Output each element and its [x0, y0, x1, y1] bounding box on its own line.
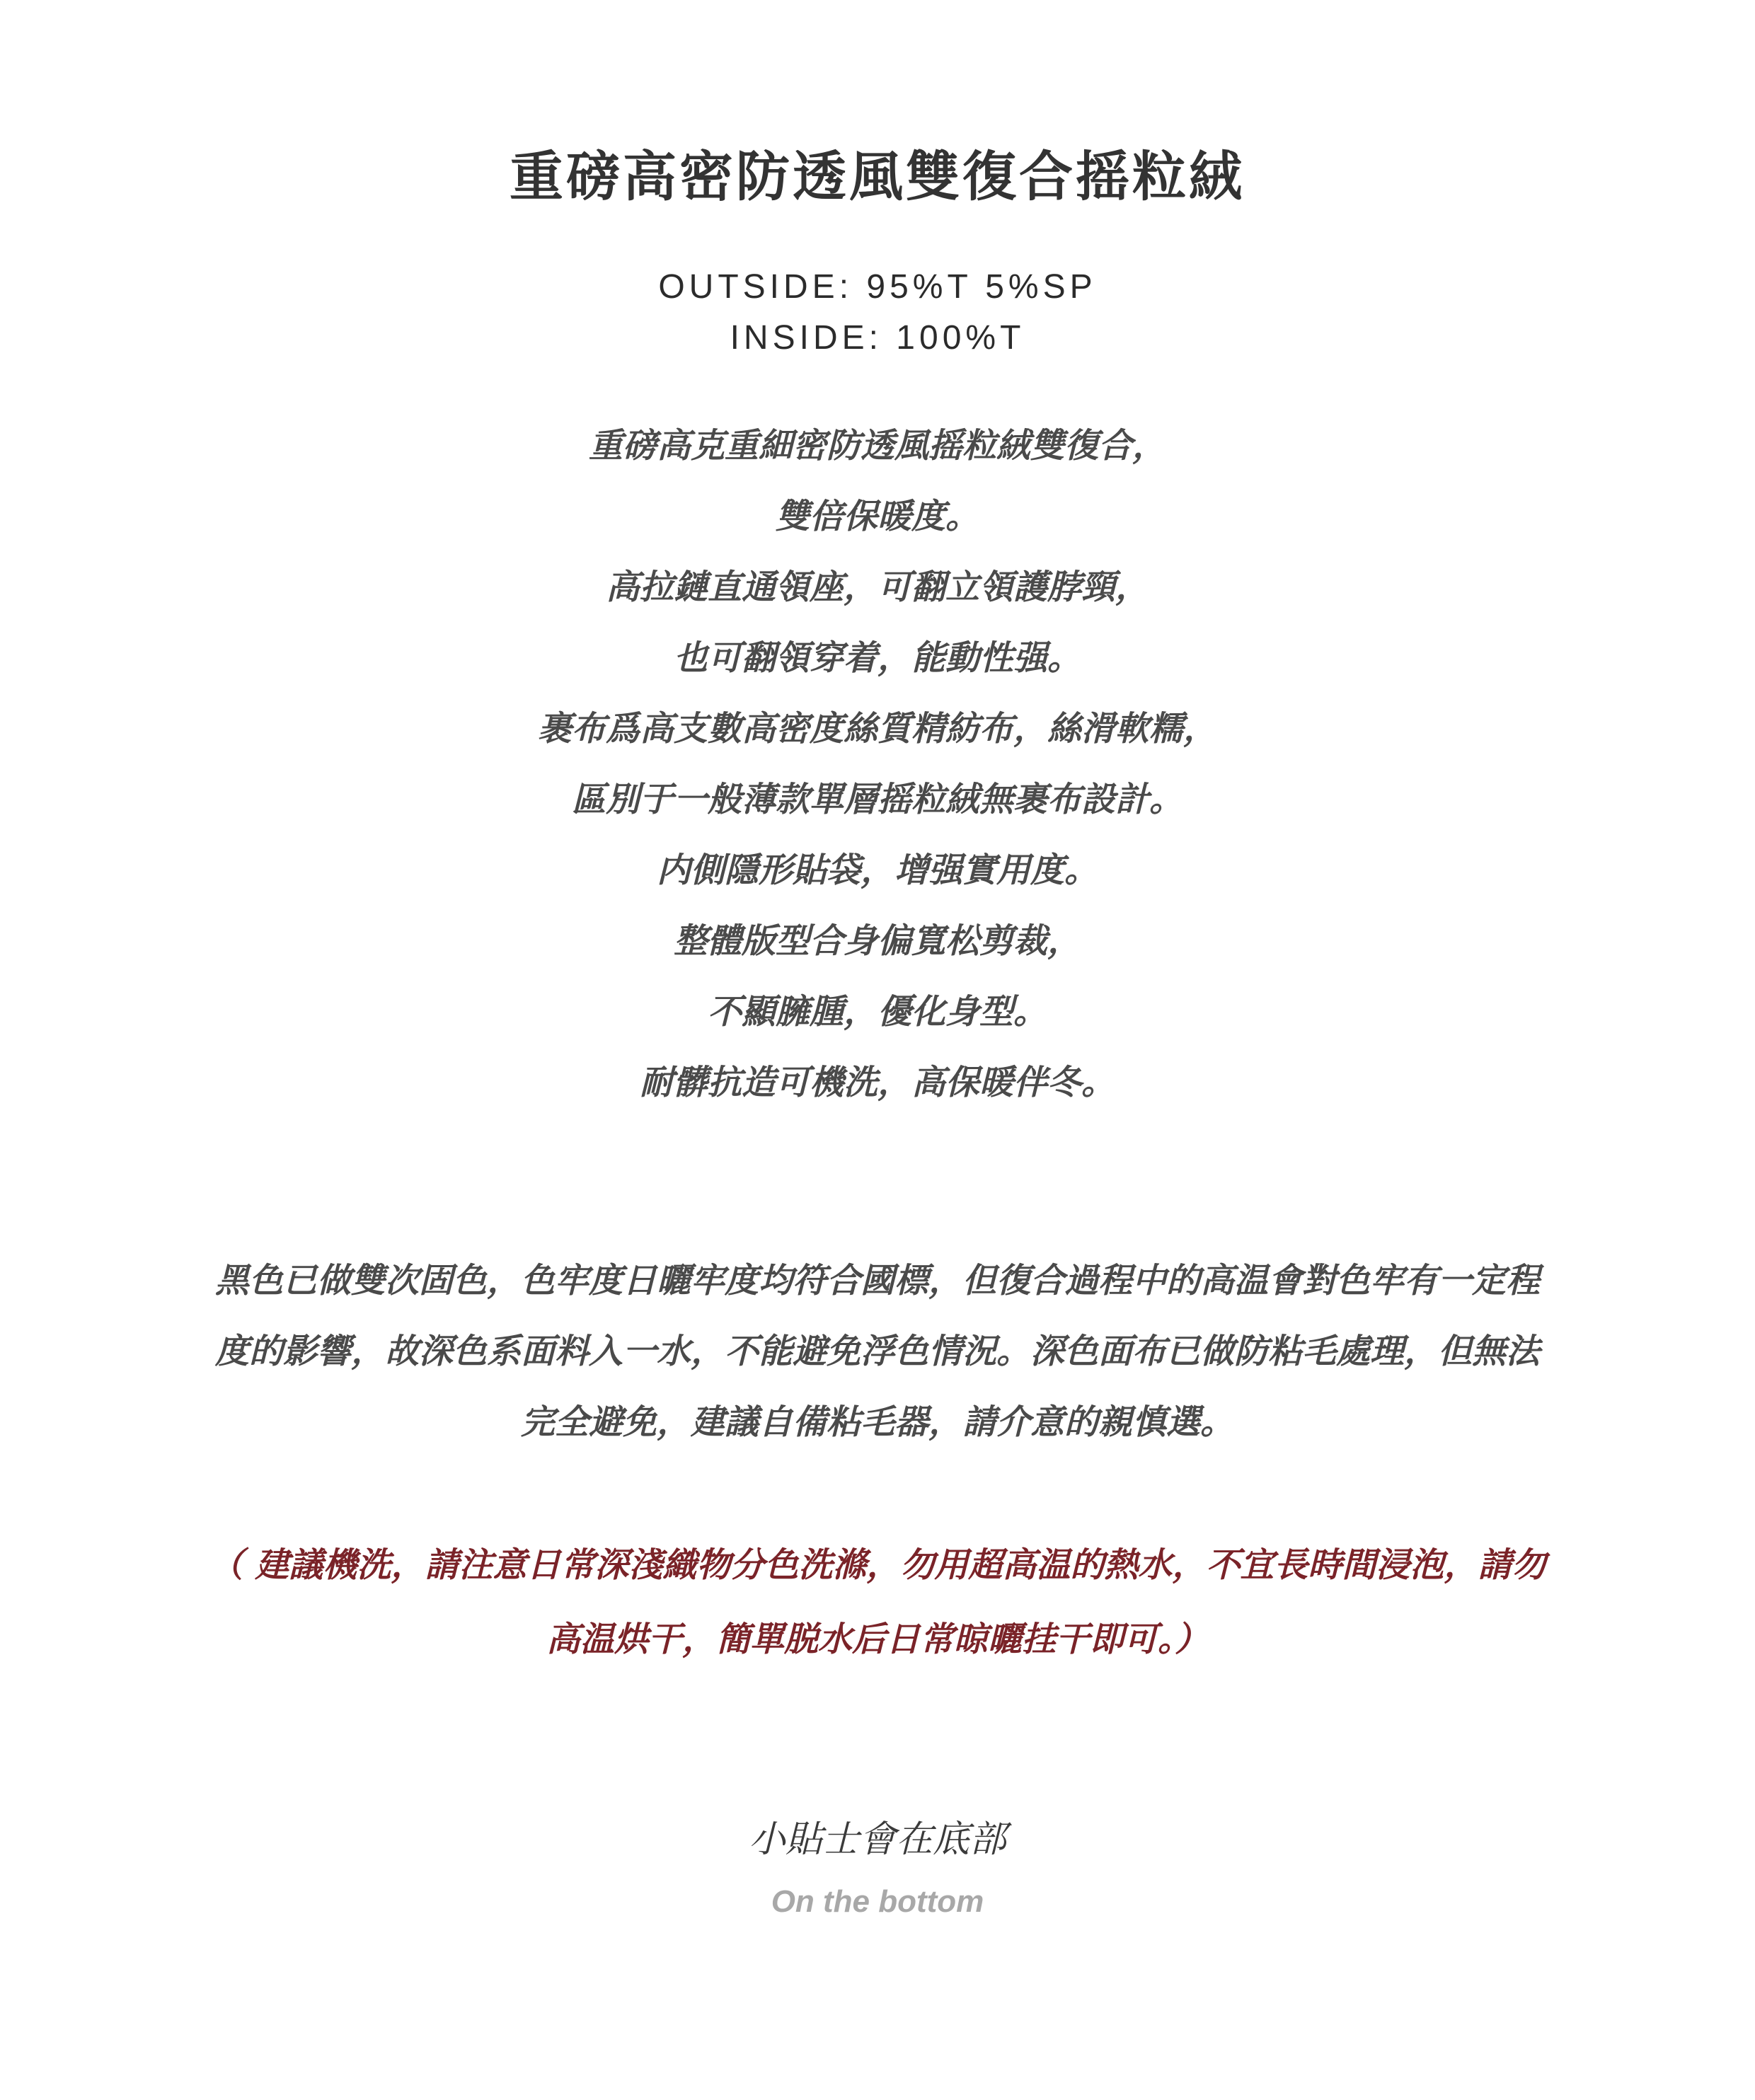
page-title: 重磅高密防透風雙復合摇粒絨: [510, 145, 1245, 208]
feature-line: 整體版型合身偏寬松剪裁，: [673, 921, 1081, 961]
tip-heading: 小貼士會在底部: [748, 1818, 1006, 1861]
feature-line: 雙倍保暖度。: [775, 497, 979, 536]
washing-instructions: [138, 1528, 1617, 1677]
fabric-composition: [0, 262, 1755, 364]
feature-list: [0, 410, 1755, 1118]
tip-subheading: On the bottom: [771, 1884, 984, 1919]
feature-line: 也可翻領穿着，能動性强。: [673, 638, 1081, 678]
color-fastness-note: [138, 1245, 1617, 1458]
feature-line: 不顯臃腫，優化身型。: [707, 992, 1047, 1032]
feature-line: 高拉鏈直通領座，可翻立領護脖頸，: [605, 567, 1149, 607]
color-note-line: 完全避免，建議自備粘毛器，請介意的親慎選。: [520, 1402, 1234, 1442]
composition-outside: OUTSIDE: 95%T 5%SP: [658, 268, 1097, 306]
wash-note-line: 高温烘干，簡單脱水后日常晾曬挂干即可。）: [546, 1620, 1209, 1659]
composition-inside: INSIDE: 100%T: [730, 319, 1025, 357]
wash-note-line: （ 建議機洗，請注意日常深淺織物分色洗滌，勿用超高温的熱水，不宜長時間浸泡，請勿: [209, 1545, 1546, 1585]
feature-line: 内側隱形貼袋，增强實用度。: [656, 850, 1098, 890]
feature-line: 重磅高克重細密防透風摇粒絨雙復合，: [588, 426, 1166, 466]
feature-line: 區別于一般薄款單層摇粒絨無裹布設計。: [571, 780, 1183, 819]
feature-line: 耐髒抗造可機洗，高保暖伴冬。: [639, 1063, 1115, 1102]
feature-line: 裹布爲高支數高密度絲質精紡布，絲滑軟糯，: [537, 709, 1217, 749]
color-note-line: 黑色已做雙次固色，色牢度日曬牢度均符合國標，但復合過程中的高温會對色牢有一定程: [214, 1261, 1540, 1300]
color-note-line: 度的影響，故深色系面料入一水，不能避免浮色情況。深色面布已做防粘毛處理，但無法: [214, 1332, 1540, 1371]
